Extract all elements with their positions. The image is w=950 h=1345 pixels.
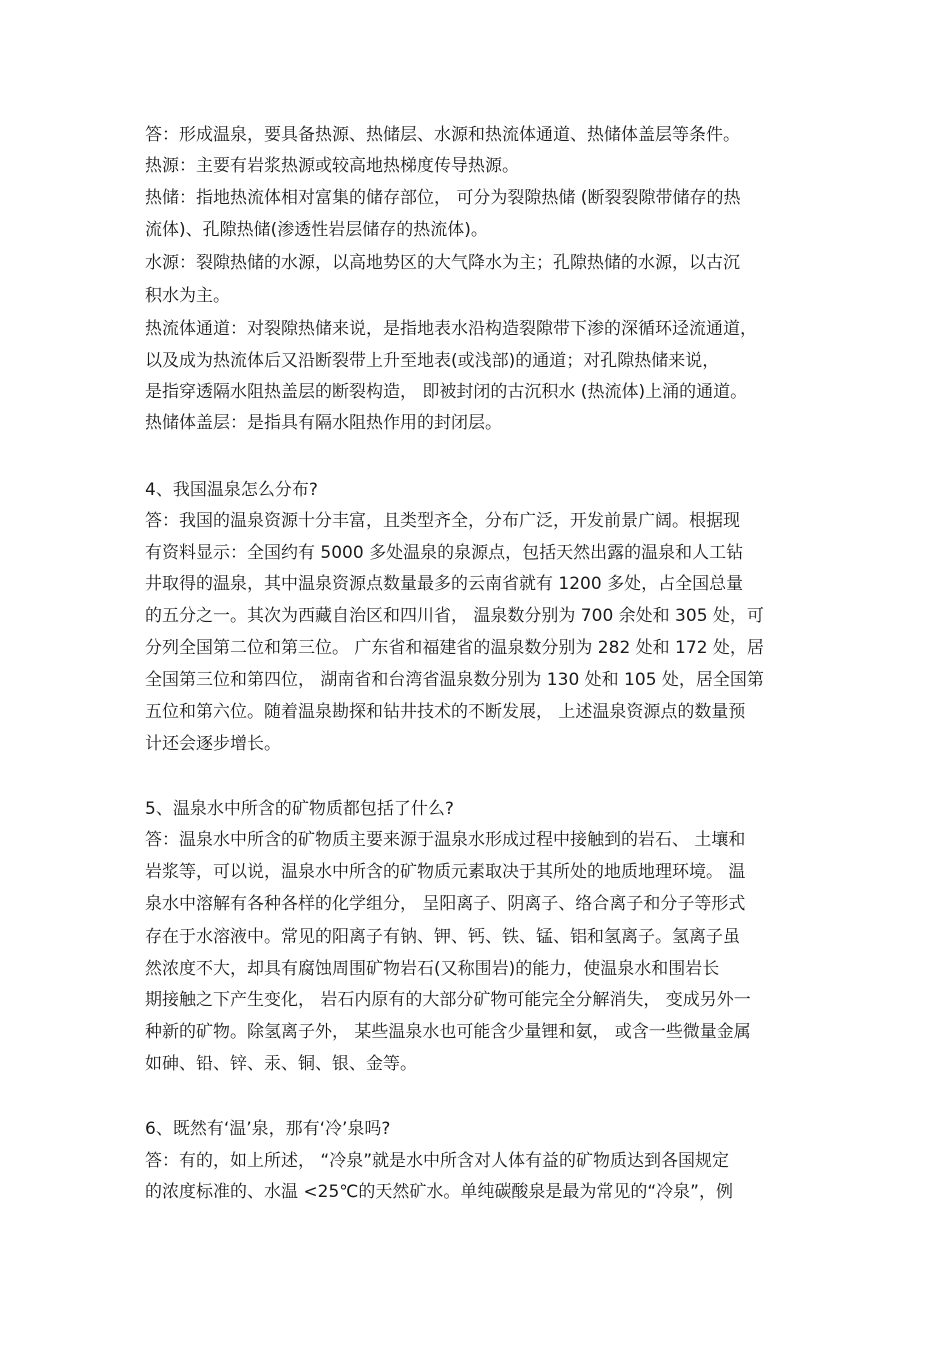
text-line: 五位和第六位。随着温泉勘探和钻井技术的不断发展， 上述温泉资源点的数量预 bbox=[145, 702, 746, 722]
text-line: 有资料显示：全国约有 5000 多处温泉的泉源点，包括天然出露的温泉和人工钻 bbox=[145, 543, 744, 563]
section-heading: 6、既然有‘温’泉，那有‘冷’泉吗? bbox=[145, 1119, 391, 1139]
text-line: 全国第三位和第四位， 湖南省和台湾省温泉数分别为 130 处和 105 处，居全国第 bbox=[145, 670, 764, 690]
text-line: 的五分之一。其次为西藏自治区和四川省， 温泉数分别为 700 余处和 305 处，可 bbox=[145, 606, 764, 626]
text-line: 种新的矿物。除氢离子外， 某些温泉水也可能含少量锂和氨， 或含一些微量金属 bbox=[145, 1022, 751, 1042]
text-line: 然浓度不大，却具有腐蚀周围矿物岩石(又称围岩)的能力，使温泉水和围岩长 bbox=[145, 959, 720, 979]
text-line: 期接触之下产生变化， 岩石内原有的大部分矿物可能完全分解消失， 变成另外一 bbox=[145, 990, 751, 1010]
text-line: 岩浆等，可以说，温泉水中所含的矿物质元素取决于其所处的地质地理环境。 温 bbox=[145, 862, 746, 882]
text-line: 答：形成温泉，要具备热源、热储层、水源和热流体通道、热储体盖层等条件。 bbox=[145, 125, 740, 145]
text-line: 热储体盖层：是指具有隔水阻热作用的封闭层。 bbox=[145, 413, 502, 433]
text-line: 热储：指地热流体相对富集的储存部位， 可分为裂隙热储 (断裂裂隙带储存的热 bbox=[145, 188, 741, 208]
text-line: 井取得的温泉，其中温泉资源点数量最多的云南省就有 1200 多处，占全国总量 bbox=[145, 574, 744, 594]
text-line: 热流体通道：对裂隙热储来说，是指地表水沿构造裂隙带下渗的深循环迳流通道， bbox=[145, 319, 757, 339]
text-line: 答：我国的温泉资源十分丰富，且类型齐全，分布广泛，开发前景广阔。根据现 bbox=[145, 511, 740, 531]
text-line: 答：有的，如上所述， “冷泉”就是水中所含对人体有益的矿物质达到各国规定 bbox=[145, 1151, 730, 1171]
text-line: 存在于水溶液中。常见的阳离子有钠、钾、钙、铁、锰、铝和氢离子。氢离子虽 bbox=[145, 927, 740, 947]
text-line: 以及成为热流体后又沿断裂带上升至地表(或浅部)的通道；对孔隙热储来说， bbox=[145, 351, 720, 371]
text-line: 如砷、铅、锌、汞、铜、银、金等。 bbox=[145, 1054, 417, 1074]
text-line: 分列全国第二位和第三位。 广东省和福建省的温泉数分别为 282 处和 172 处，居 bbox=[145, 638, 764, 658]
text-line: 流体)、孔隙热储(渗透性岩层储存的热流体)。 bbox=[145, 220, 488, 240]
text-line: 是指穿透隔水阻热盖层的断裂构造， 即被封闭的古沉积水 (热流体)上涌的通道。 bbox=[145, 382, 748, 402]
section-heading: 5、温泉水中所含的矿物质都包括了什么? bbox=[145, 799, 454, 819]
text-line: 答：温泉水中所含的矿物质主要来源于温泉水形成过程中接触到的岩石、 土壤和 bbox=[145, 830, 746, 850]
text-line: 计还会逐步增长。 bbox=[145, 734, 281, 754]
text-line: 积水为主。 bbox=[145, 286, 230, 306]
text-line: 水源：裂隙热储的水源，以高地势区的大气降水为主；孔隙热储的水源，以古沉 bbox=[145, 253, 740, 273]
text-line: 的浓度标准的、水温 <25℃的天然矿水。单纯碳酸泉是最为常见的“冷泉”，例 bbox=[145, 1182, 733, 1202]
section-heading: 4、我国温泉怎么分布? bbox=[145, 480, 318, 500]
text-line: 泉水中溶解有各种各样的化学组分， 呈阳离子、阴离子、络合离子和分子等形式 bbox=[145, 894, 746, 914]
text-line: 热源：主要有岩浆热源或较高地热梯度传导热源。 bbox=[145, 156, 519, 176]
